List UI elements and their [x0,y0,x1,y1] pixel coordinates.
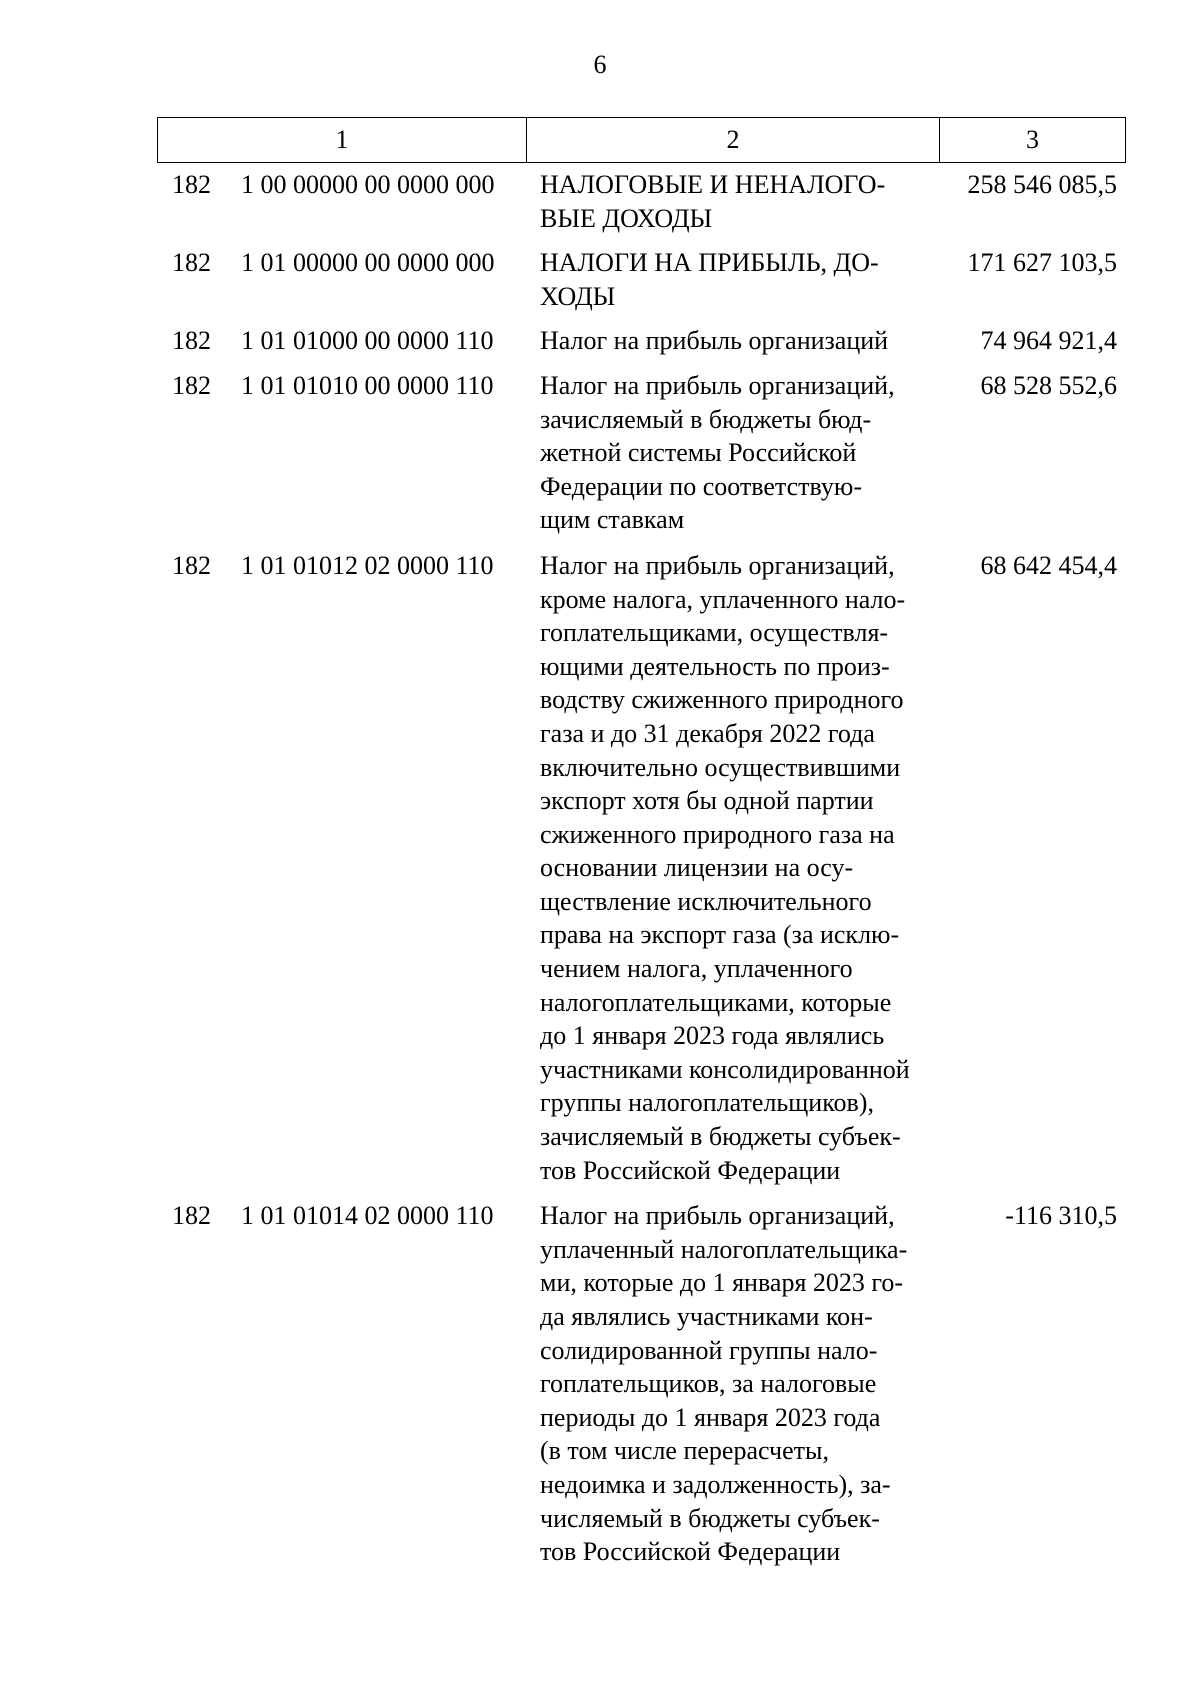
name-line: Налог на прибыль организаций, [540,370,895,400]
name-line: да являлись участниками кон- [540,1302,873,1331]
name-line: недоимка и задолженность), за- [540,1469,891,1499]
name-line: Федерации по соответствую- [540,471,862,501]
name-line: ВЫЕ ДОХОДЫ [540,203,713,233]
column-header-row [158,118,1126,163]
name-line: ми, которые до 1 января 2023 го- [540,1268,904,1298]
name-line: экспорт хотя бы одной партии [540,786,874,816]
item-name [540,324,933,358]
admin-code: 182 [172,326,211,356]
amount: 74 964 921,4 [980,326,1117,356]
name-line: налогоплательщиками, которые [540,987,892,1017]
column-header-1: 1 [158,118,527,163]
name-line: ществление исключительного [540,886,872,916]
name-line: чением налога, уплаченного [540,954,853,984]
name-line: зачисляемый в бюджеты бюд- [540,404,872,434]
name-line: водству сжиженного природного [540,685,904,715]
name-line: участниками консолидированной [540,1054,910,1084]
name-line: солидированной группы нало- [540,1335,878,1365]
table-row [0,246,1200,313]
table-row [0,549,1200,1187]
amount: 68 528 552,6 [980,370,1117,400]
name-line: группы налогоплательщиков), [540,1088,874,1118]
page-number: 6 [593,50,607,79]
name-line: гоплательщиков, за налоговые [540,1369,877,1399]
name-line: ХОДЫ [540,281,616,311]
name-line: сжиженного природного газа на [540,819,895,849]
classification-code: 1 01 01000 00 0000 110 [241,326,494,356]
amount: 258 546 085,5 [967,170,1117,199]
classification-code: 1 00 00000 00 0000 000 [241,170,495,199]
name-line: числяемый в бюджеты субъек- [540,1503,880,1533]
name-line: (в том числе перерасчеты, [540,1436,829,1466]
name-line: жетной системы Российской [540,438,857,468]
classification-code: 1 01 01010 00 0000 110 [241,370,494,400]
name-line: ющими деятельность по произ- [540,651,890,681]
name-line: НАЛОГИ НА ПРИБЫЛЬ, ДО- [540,248,879,278]
amount: 171 627 103,5 [967,248,1117,278]
amount: -116 310,5 [1005,1201,1117,1231]
name-line: включительно осуществившими [540,752,901,782]
name-line: Налог на прибыль организаций, [540,550,895,580]
name-line: тов Российской Федерации [540,1537,841,1567]
name-line: периоды до 1 января 2023 года [540,1402,881,1432]
name-line: основании лицензии на осу- [540,853,854,883]
name-line: зачисляемый в бюджеты субъек- [540,1122,901,1152]
name-line: щим ставкам [540,505,685,535]
item-name [540,246,933,313]
name-line: уплаченный налогоплательщика- [540,1234,908,1264]
admin-code: 182 [172,370,211,400]
column-header-3: 3 [940,118,1126,163]
name-line: Налог на прибыль организаций [540,326,889,356]
name-line: кроме налога, уплаченного нало- [540,584,906,614]
admin-code: 182 [172,1201,211,1231]
table-row [0,369,1200,537]
name-line: газа и до 31 декабря 2022 года [540,718,875,748]
name-line: гоплательщиками, осуществля- [540,618,889,648]
item-name [540,549,933,1187]
admin-code: 182 [172,170,211,199]
table-row [0,168,1200,235]
budget-rows [0,160,1200,1569]
name-line: права на экспорт газа (за исклю- [540,920,900,950]
item-name [540,168,933,235]
classification-code: 1 01 01014 02 0000 110 [241,1201,494,1231]
classification-code: 1 01 01012 02 0000 110 [241,550,494,580]
item-name [540,369,933,537]
name-line: до 1 января 2023 года являлись [540,1021,885,1051]
column-header-2: 2 [527,118,940,163]
name-line: НАЛОГОВЫЕ И НЕНАЛОГО- [540,170,886,199]
table-row [0,324,1200,358]
name-line: тов Российской Федерации [540,1155,841,1185]
item-name [540,1199,933,1569]
table-row [0,1199,1200,1569]
column-header-table [157,117,1126,163]
admin-code: 182 [172,550,211,580]
amount: 68 642 454,4 [980,550,1117,580]
admin-code: 182 [172,248,211,278]
classification-code: 1 01 00000 00 0000 000 [241,248,495,278]
name-line: Налог на прибыль организаций, [540,1201,895,1231]
